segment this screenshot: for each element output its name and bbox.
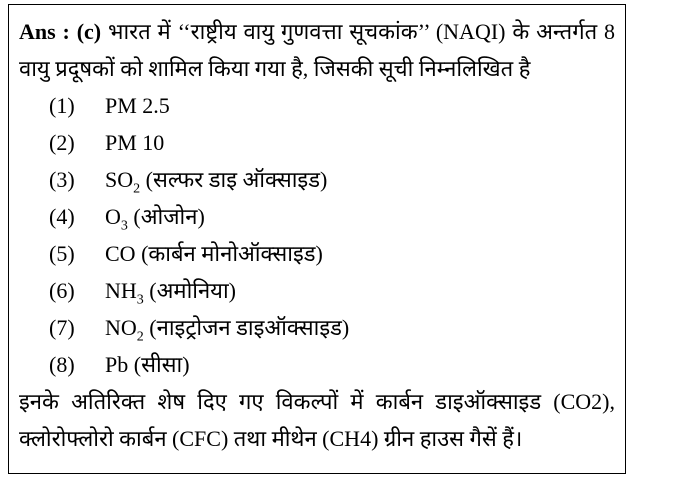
list-item (49, 87, 615, 124)
answer-label: Ans : (c) (19, 19, 102, 44)
answer-intro (19, 13, 615, 87)
list-item (49, 309, 615, 346)
pollutant-name: (सल्फर डाइ ऑक्साइड) (140, 167, 328, 192)
list-item (49, 235, 615, 272)
answer-box (8, 4, 626, 474)
item-number: (4) (49, 204, 75, 229)
formula-subscript: 2 (136, 329, 144, 345)
pollutant-name: (नाइट्रोजन डाइऑक्साइड) (143, 315, 350, 340)
formula-subscript: 3 (136, 292, 144, 308)
pollutant-list (19, 87, 615, 383)
list-item (49, 346, 615, 383)
pollutant-formula: PM 2.5 (105, 93, 170, 118)
pollutant-name: (अमोनिया) (143, 278, 236, 303)
pollutant-formula: O (105, 204, 121, 229)
pollutant-formula: NH (105, 278, 137, 303)
list-item (49, 198, 615, 235)
pollutant-name: (ओजोन) (127, 204, 205, 229)
item-number: (2) (49, 130, 75, 155)
conclusion-text: इनके अतिरिक्त शेष दिए गए विकल्पों में कार्बन डाइऑक्साइड (CO2), क्लोरोफ्लोरो कार्बन (CFC) तथा मीथेन (CH4) ग्रीन हाउस गैसें हैं। (19, 389, 615, 451)
item-number: (5) (49, 241, 75, 266)
list-item (49, 272, 615, 309)
intro-text: भारत में ‘‘राष्ट्रीय वायु गुणवत्ता सूचकांक’’ (NAQI) के अन्तर्गत 8 वायु प्रदूषकों को शामिल किया गया है, जिसकी सूची निम्नलिखित है (19, 19, 615, 81)
item-number: (1) (49, 93, 75, 118)
pollutant-formula: NO (105, 315, 137, 340)
item-number: (3) (49, 167, 75, 192)
list-item (49, 124, 615, 161)
pollutant-formula: Pb (105, 352, 129, 377)
item-number: (7) (49, 315, 75, 340)
pollutant-name: (कार्बन मोनोऑक्साइड) (135, 241, 323, 266)
formula-subscript: 2 (133, 181, 141, 197)
list-item (49, 161, 615, 198)
pollutant-name: (सीसा) (128, 352, 190, 377)
pollutant-formula: PM 10 (105, 130, 165, 155)
pollutant-formula: SO (105, 167, 134, 192)
pollutant-formula: CO (105, 241, 136, 266)
formula-subscript: 3 (120, 218, 128, 234)
item-number: (8) (49, 352, 75, 377)
item-number: (6) (49, 278, 75, 303)
